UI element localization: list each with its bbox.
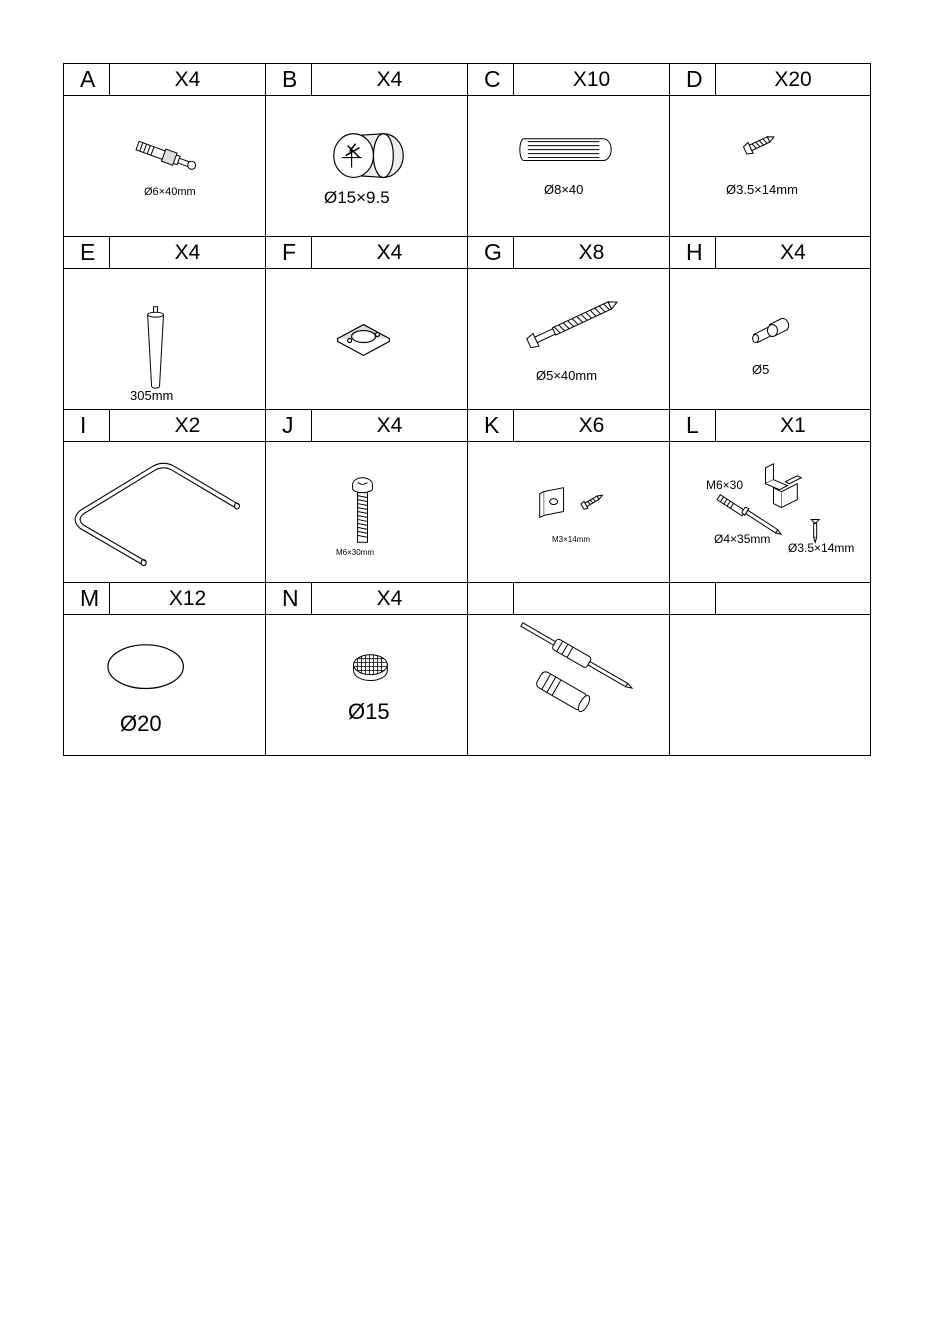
part-header-h [670, 237, 871, 269]
part-cell-g [468, 269, 670, 410]
part-quantity: X4 [376, 587, 403, 610]
part-quantity [514, 583, 669, 614]
part-cell-h [670, 269, 871, 410]
shelf-pin-icon [670, 269, 870, 409]
part-header-m [64, 583, 266, 615]
long-screw-icon [468, 269, 669, 409]
part-letter: G [468, 237, 514, 268]
part-size-secondary: Ø4×35mm [714, 532, 771, 546]
part-header-l [670, 410, 871, 442]
part-quantity: X1 [780, 414, 806, 437]
part-cell-n [266, 615, 468, 756]
part-letter: F [266, 237, 312, 268]
part-cell-i [64, 442, 266, 583]
part-cell-f [266, 269, 468, 410]
part-quantity: X20 [774, 68, 812, 91]
part-cell-e [64, 269, 266, 410]
part-header-i [64, 410, 266, 442]
part-letter: N [266, 583, 312, 614]
leg-mounting-plate-icon [266, 269, 467, 409]
part-quantity: X4 [376, 68, 403, 91]
part-header-j [266, 410, 468, 442]
part-quantity [716, 583, 870, 614]
part-cell-empty [670, 615, 871, 756]
part-size: Ø15×9.5 [324, 188, 390, 207]
part-header-f [266, 237, 468, 269]
part-header-a [64, 64, 266, 96]
screwdriver-icon [468, 615, 669, 755]
part-header-b [266, 64, 468, 96]
part-letter: E [64, 237, 110, 268]
glide-pad-icon [266, 615, 467, 755]
part-letter [670, 583, 716, 614]
part-header-g [468, 237, 670, 269]
part-letter: A [64, 64, 110, 95]
part-size: Ø5 [752, 362, 770, 377]
wall-anchor-kit-icon [670, 442, 870, 582]
part-quantity: X6 [578, 414, 605, 437]
part-cell-b [266, 96, 468, 237]
part-letter: B [266, 64, 312, 95]
part-letter: L [670, 410, 716, 441]
part-letter: M [64, 583, 110, 614]
part-header-c [468, 64, 670, 96]
cam-lock-icon [266, 96, 467, 236]
bolt-m6-icon [266, 442, 467, 582]
part-quantity: X12 [168, 587, 207, 610]
felt-pad-icon [64, 615, 265, 755]
part-cell-a [64, 96, 266, 237]
part-size: Ø20 [120, 711, 162, 736]
part-size: Ø6×40mm [144, 186, 196, 198]
part-quantity: X4 [174, 241, 201, 264]
cam-bolt-icon [64, 96, 265, 236]
wood-screw-icon [670, 96, 870, 236]
part-letter: D [670, 64, 716, 95]
part-cell-l [670, 442, 871, 583]
part-letter: C [468, 64, 514, 95]
part-size: Ø15 [348, 699, 390, 724]
metal-u-frame-icon [64, 442, 265, 582]
part-header-n [266, 583, 468, 615]
part-quantity: X10 [572, 68, 611, 91]
hinge-and-screw-icon [468, 442, 669, 582]
part-size: 305mm [130, 388, 174, 403]
part-cell-j [266, 442, 468, 583]
parts-table [63, 63, 871, 756]
part-size: M6×30mm [336, 548, 375, 557]
part-cell-k [468, 442, 670, 583]
part-size: Ø5×40mm [536, 368, 598, 383]
part-quantity: X4 [174, 68, 201, 91]
part-header-d [670, 64, 871, 96]
part-quantity: X4 [376, 414, 403, 437]
part-size-tertiary: Ø3.5×14mm [788, 541, 855, 555]
part-size: M6×30 [706, 478, 744, 492]
part-letter [468, 583, 514, 614]
part-cell-c [468, 96, 670, 237]
part-size: Ø8×40 [544, 182, 584, 197]
part-cell-tools [468, 615, 670, 756]
part-letter: I [64, 410, 110, 441]
part-cell-d [670, 96, 871, 237]
part-quantity: X2 [174, 414, 201, 437]
part-header-empty-1 [468, 583, 670, 615]
wooden-dowel-icon [468, 96, 669, 236]
part-letter: H [670, 237, 716, 268]
part-quantity: X4 [780, 241, 806, 264]
part-header-empty-2 [670, 583, 871, 615]
part-size: M3×14mm [552, 535, 591, 544]
part-letter: K [468, 410, 514, 441]
part-header-e [64, 237, 266, 269]
part-header-k [468, 410, 670, 442]
part-cell-m [64, 615, 266, 756]
part-letter: J [266, 410, 312, 441]
part-size: Ø3.5×14mm [726, 182, 798, 197]
part-quantity: X8 [578, 241, 605, 264]
part-quantity: X4 [376, 241, 403, 264]
